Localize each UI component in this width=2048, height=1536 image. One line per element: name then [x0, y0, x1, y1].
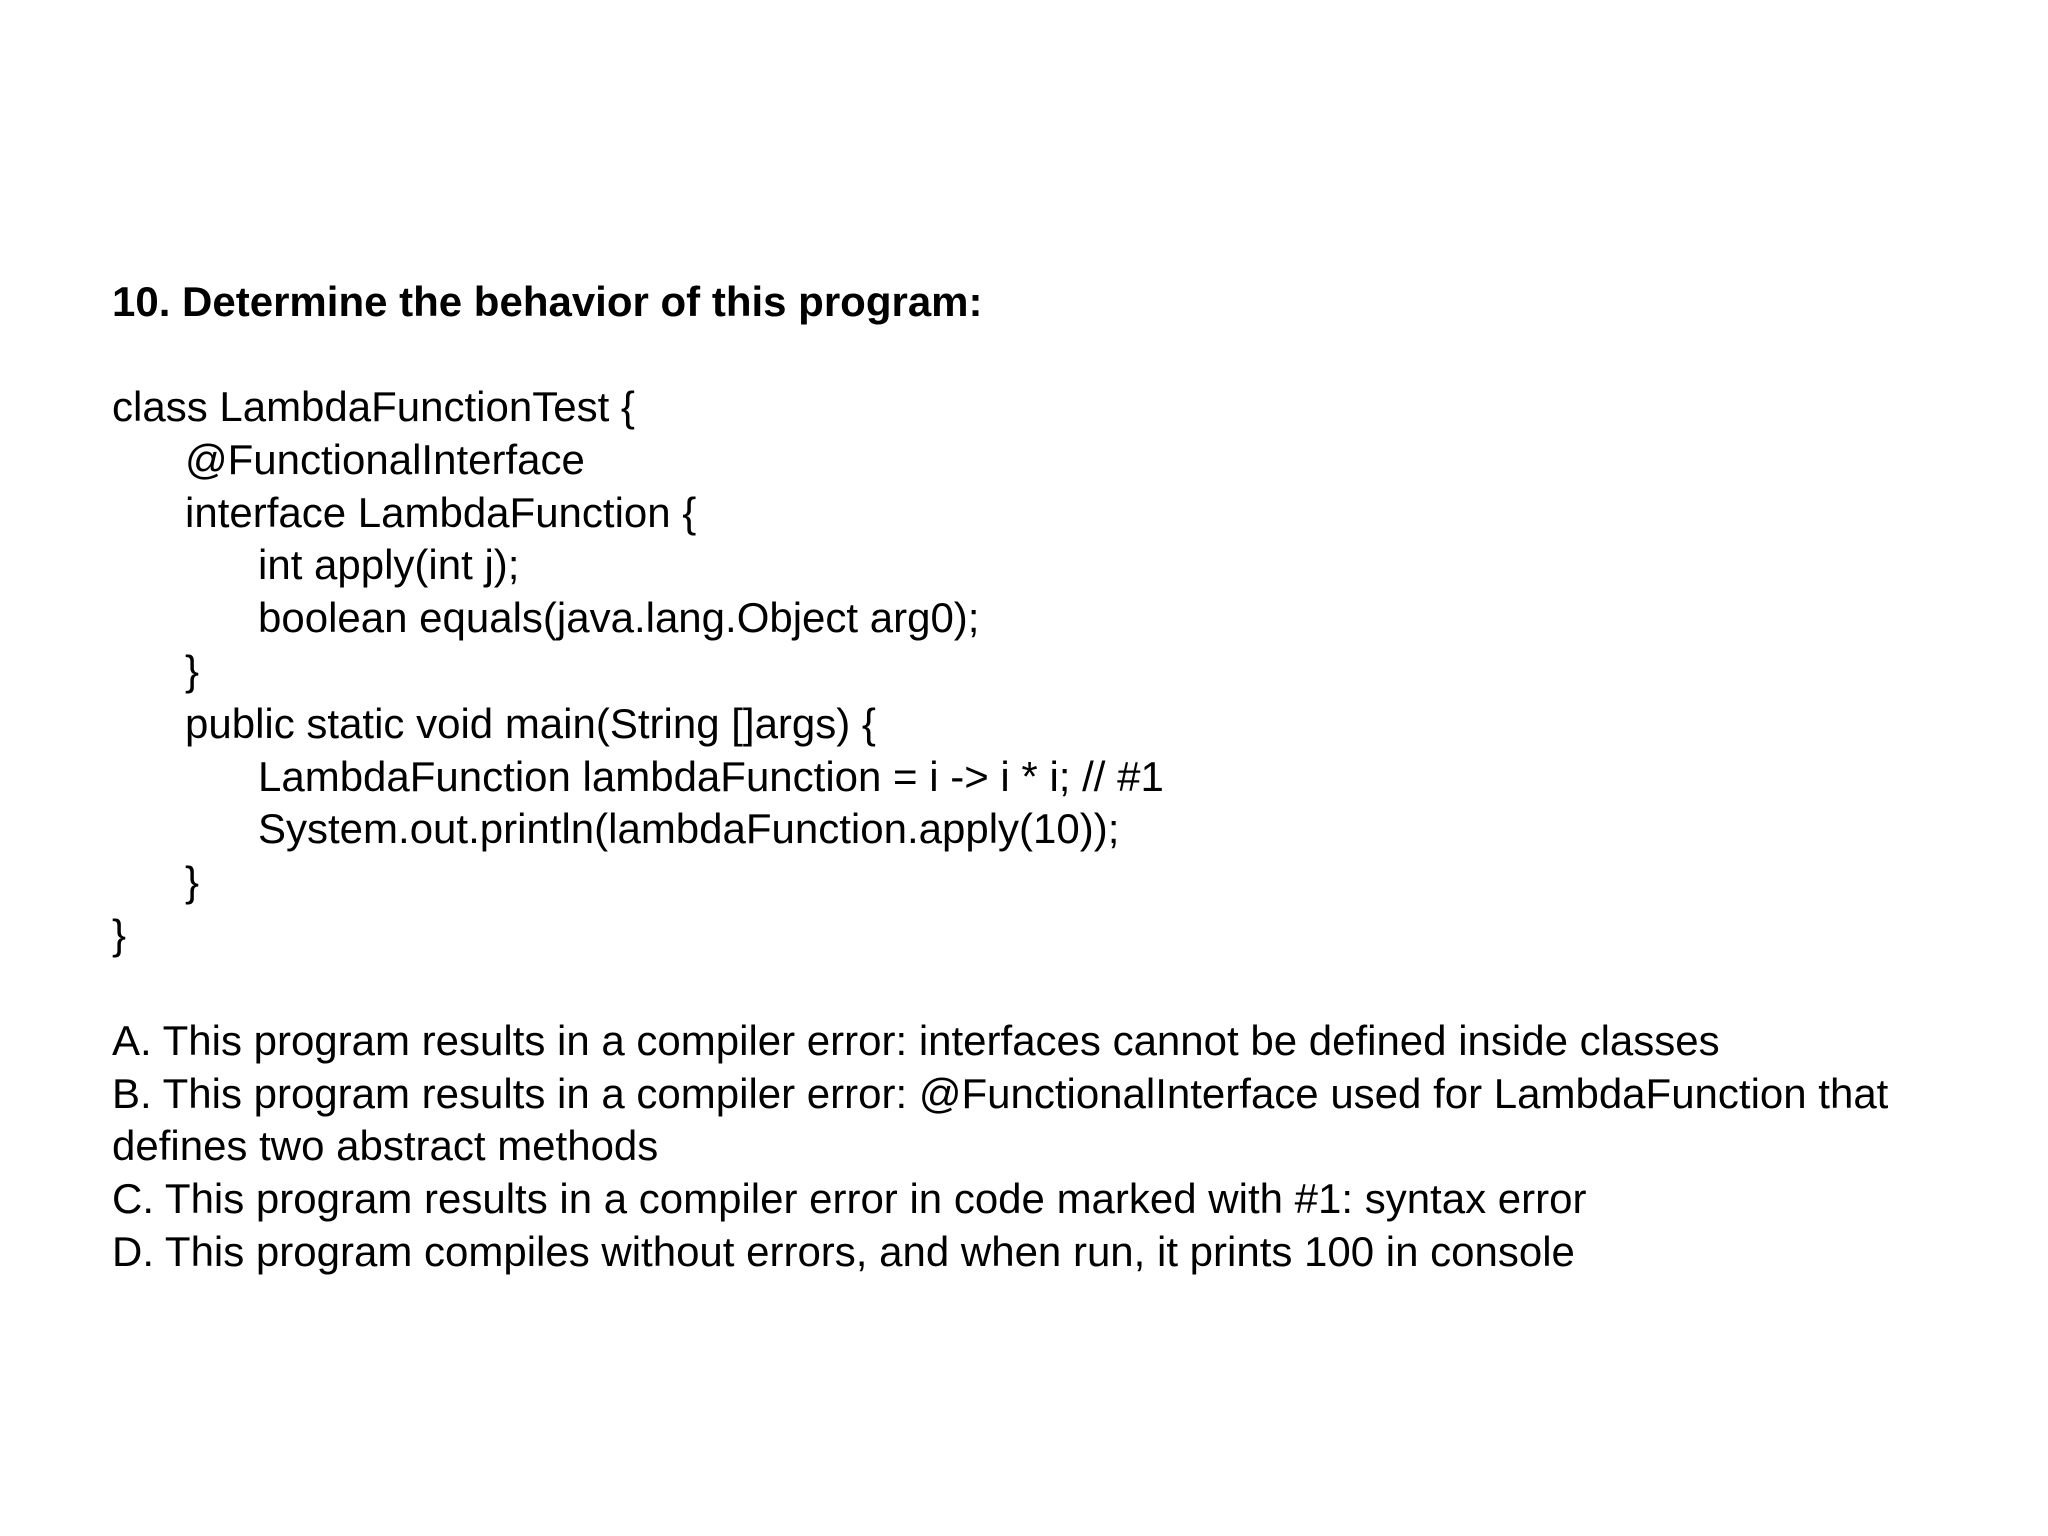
answer-options: [112, 1015, 2012, 1279]
option-c: C. This program results in a compiler error in code marked with #1: syntax error: [112, 1175, 1587, 1223]
question-title: 10. Determine the behavior of this program:: [112, 278, 983, 325]
code-line: interface LambdaFunction {: [185, 488, 697, 536]
option-d: D. This program compiles without errors, and when run, it prints 100 in console: [112, 1227, 1575, 1275]
code-line: LambdaFunction lambdaFunction = i -> i * i; // #1: [258, 752, 1164, 800]
code-block: [112, 381, 2012, 962]
code-line: }: [112, 910, 127, 958]
question-slide: [112, 276, 2012, 1279]
code-line: class LambdaFunctionTest {: [112, 383, 635, 430]
code-line: @FunctionalInterface: [185, 435, 585, 483]
code-line: public static void main(String []args) {: [185, 699, 876, 747]
code-line: int apply(int j);: [258, 541, 520, 589]
code-line: System.out.println(lambdaFunction.apply(10));: [258, 805, 1120, 853]
option-b: B. This program results in a compiler error: @FunctionalInterface used for LambdaFunction that defines two abstract methods: [112, 1069, 1889, 1170]
option-a: A. This program results in a compiler error: interfaces cannot be defined inside classes: [112, 1016, 1720, 1064]
code-line: }: [185, 858, 200, 906]
code-line: }: [185, 646, 200, 694]
code-line: boolean equals(java.lang.Object arg0);: [258, 594, 980, 642]
